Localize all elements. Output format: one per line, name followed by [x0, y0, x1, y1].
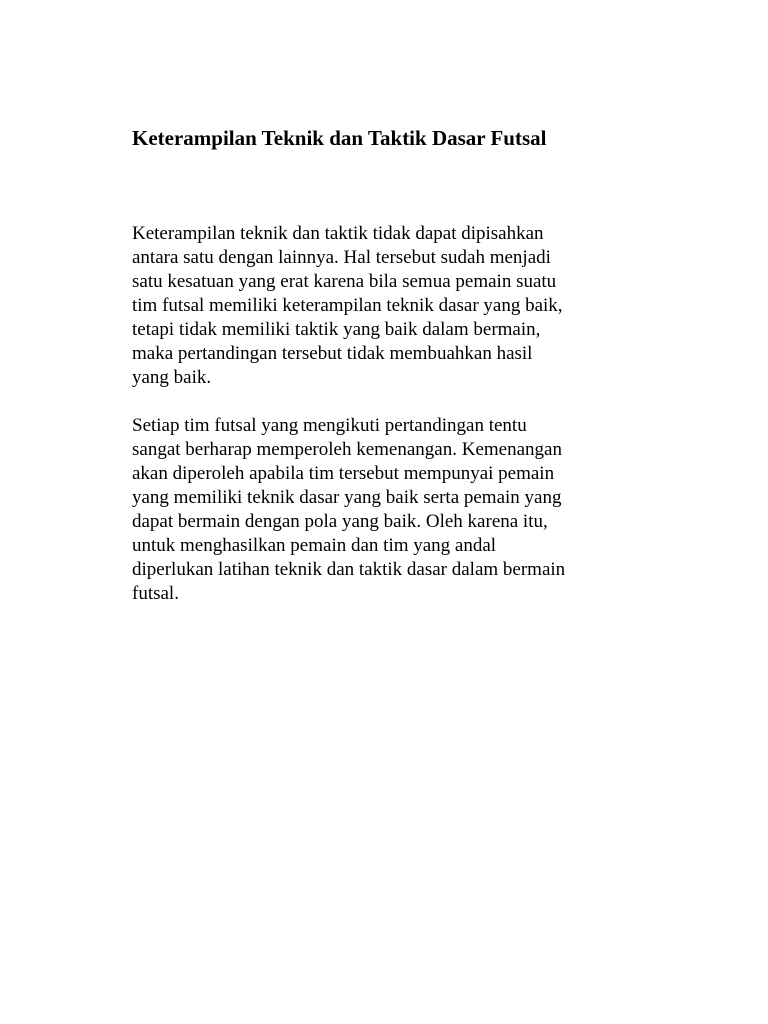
paragraph-line: dapat bermain dengan pola yang baik. Oleh karena itu, — [132, 511, 548, 532]
paragraph-line: satu kesatuan yang erat karena bila semua pemain suatu — [132, 271, 557, 292]
paragraph-1 — [132, 222, 652, 390]
paragraph-2 — [132, 414, 652, 606]
paragraph-line: diperlukan latihan teknik dan taktik dasar dalam bermain — [132, 559, 566, 580]
paragraph-line: tim futsal memiliki keterampilan teknik dasar yang baik, — [132, 295, 563, 316]
paragraph-line: tetapi tidak memiliki taktik yang baik dalam bermain, — [132, 319, 541, 340]
paragraph-line: futsal. — [132, 583, 179, 604]
document-body — [132, 222, 652, 606]
paragraph-line: akan diperoleh apabila tim tersebut mempunyai pemain — [132, 463, 555, 484]
paragraph-line: Setiap tim futsal yang mengikuti pertandingan tentu — [132, 415, 527, 436]
paragraph-line: sangat berharap memperoleh kemenangan. Kemenangan — [132, 439, 562, 460]
document-title: Keterampilan Teknik dan Taktik Dasar Futsal — [132, 126, 547, 150]
paragraph-line: maka pertandingan tersebut tidak membuahkan hasil — [132, 343, 533, 364]
paragraph-line: antara satu dengan lainnya. Hal tersebut sudah menjadi — [132, 247, 551, 268]
paragraph-line: yang baik. — [132, 367, 212, 388]
paragraph-line: untuk menghasilkan pemain dan tim yang andal — [132, 535, 497, 556]
paragraph-line: yang memiliki teknik dasar yang baik serta pemain yang — [132, 487, 562, 508]
paragraph-line: Keterampilan teknik dan taktik tidak dapat dipisahkan — [132, 223, 544, 244]
